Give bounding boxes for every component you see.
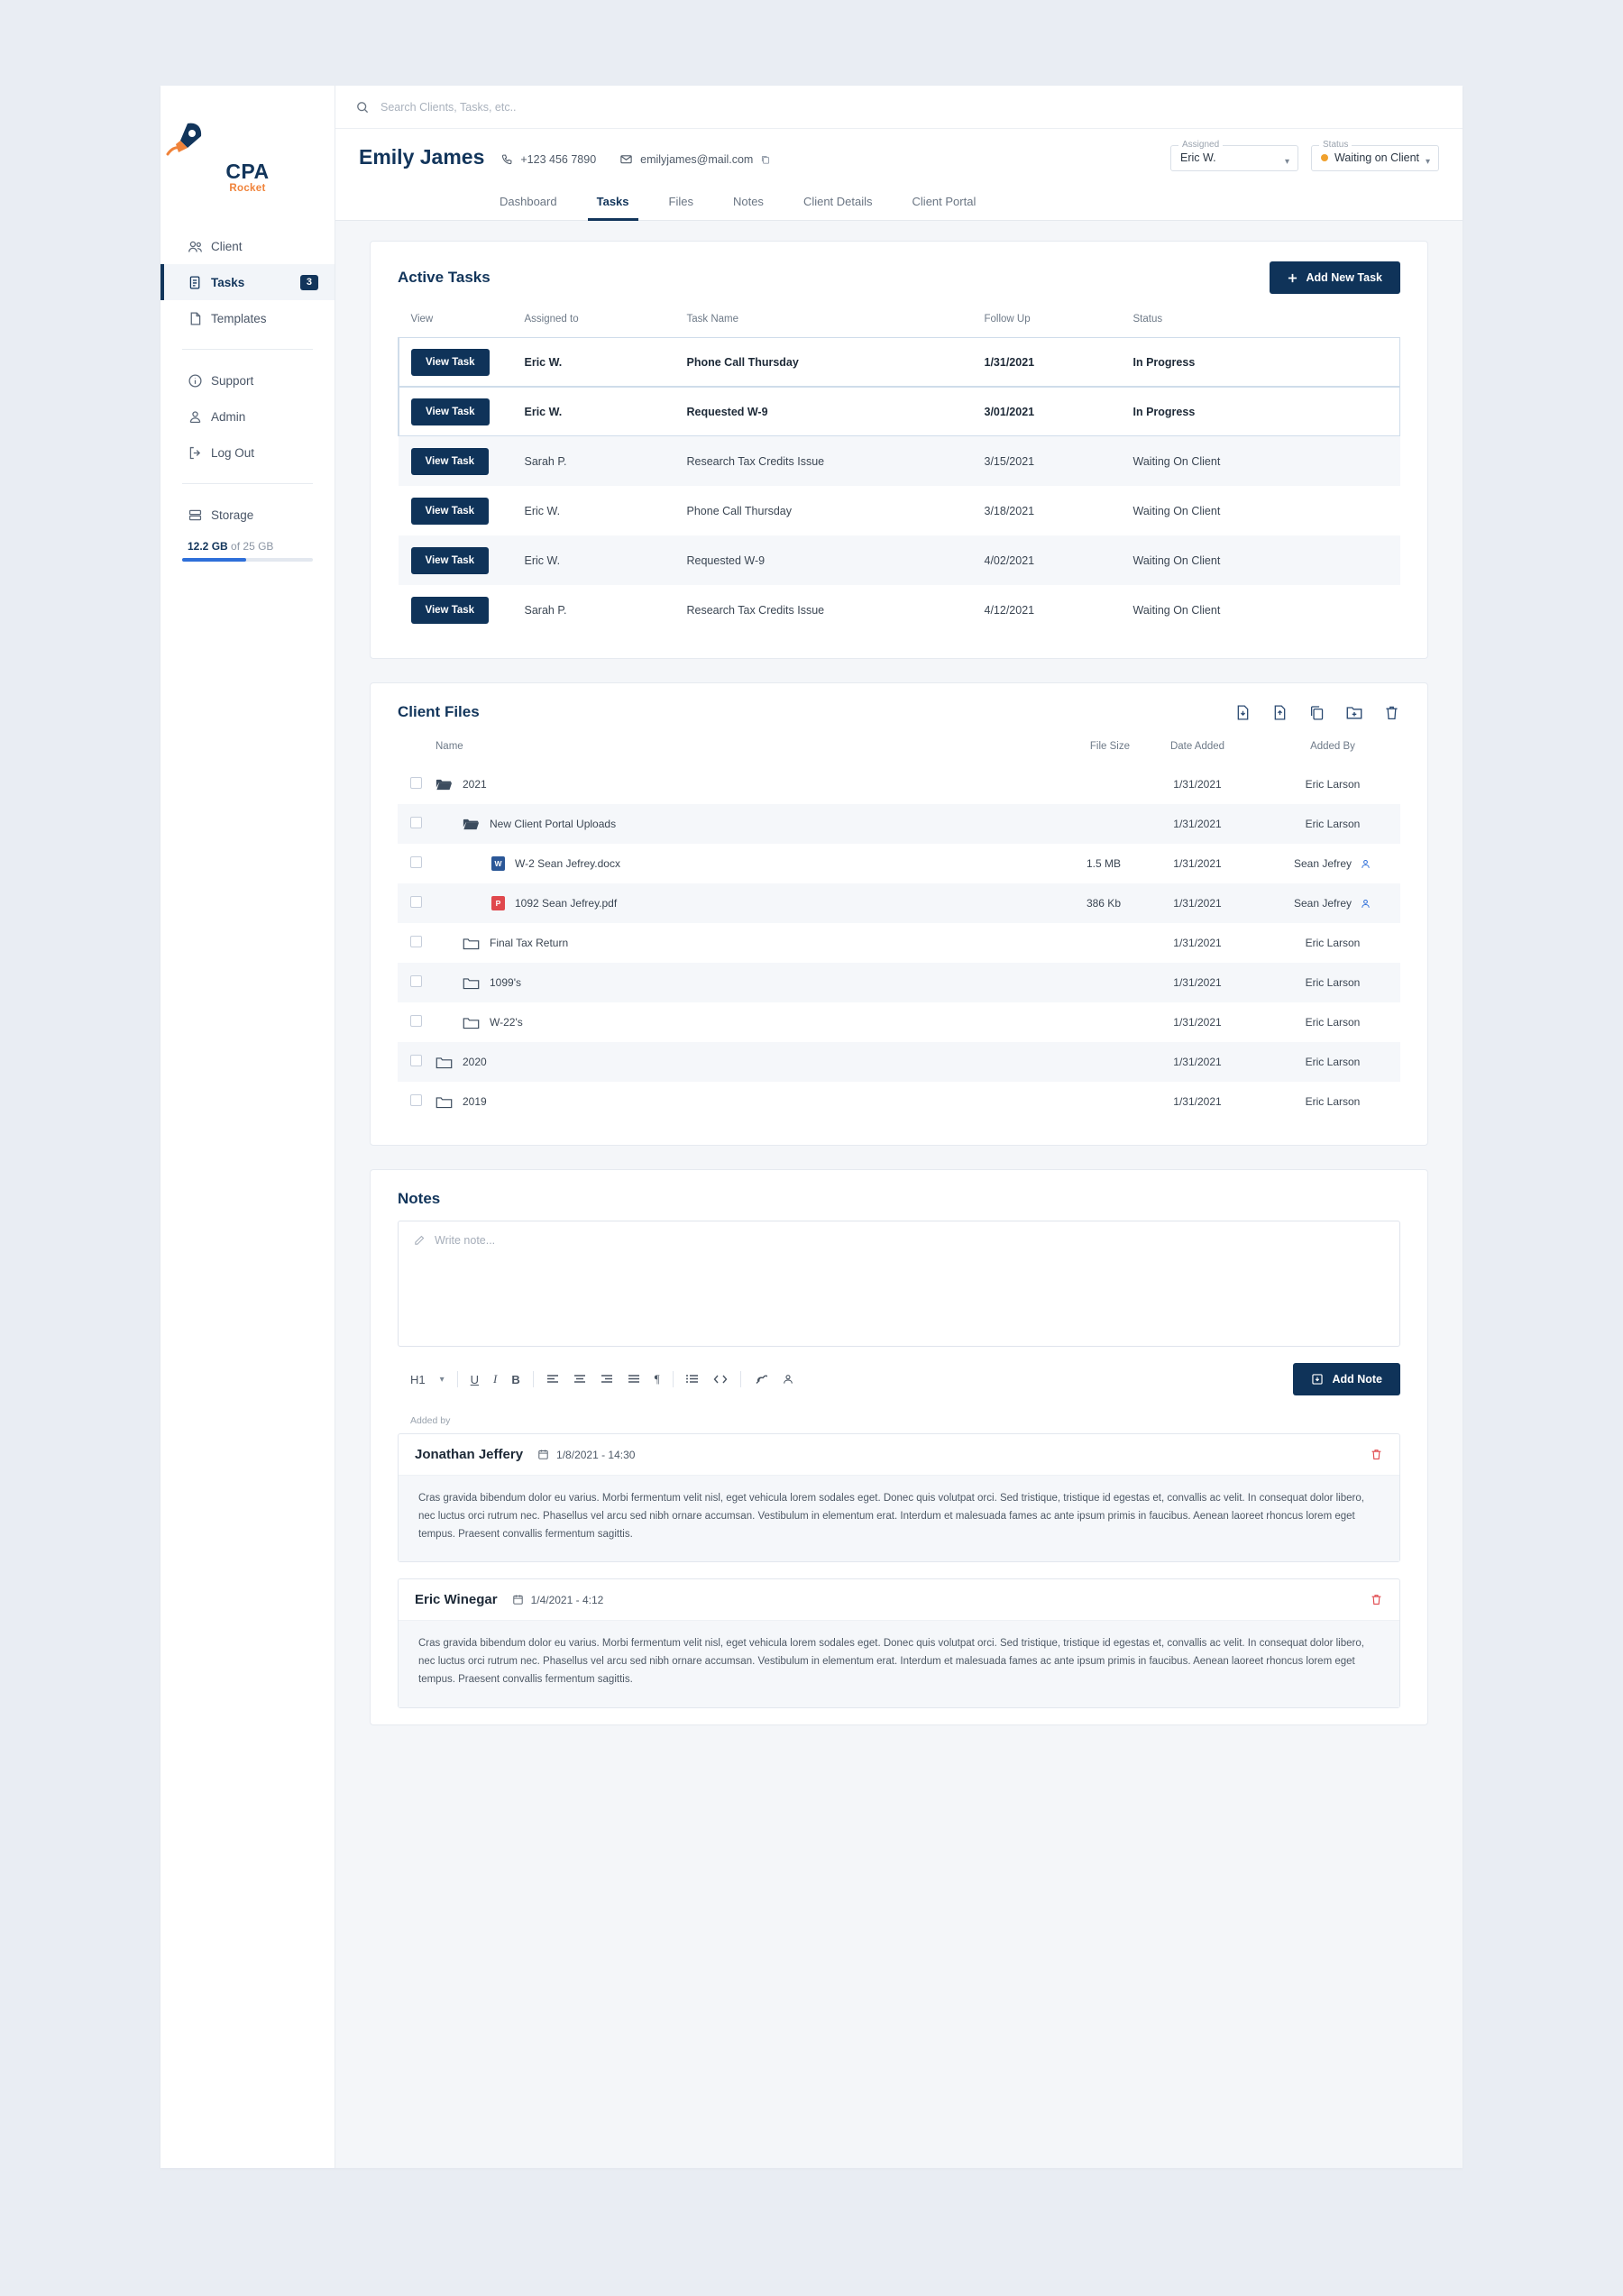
storage-total: of 25 GB <box>231 540 274 553</box>
row-checkbox[interactable] <box>410 1094 422 1106</box>
logout-icon <box>188 445 211 461</box>
task-status: Waiting On Client <box>1132 603 1221 617</box>
th-task: Task Name <box>686 314 739 325</box>
sidebar-item-client[interactable] <box>160 228 335 264</box>
file-name-cell <box>436 804 1013 844</box>
sidebar-item-label: Client <box>211 239 243 253</box>
file-size: 1.5 MB <box>1086 857 1121 870</box>
file-addedby: Eric Larson <box>1305 818 1361 830</box>
th-assigned: Assigned to <box>524 314 579 325</box>
list-group <box>674 1374 740 1385</box>
admin-icon <box>188 409 211 425</box>
logo-title: CPA <box>225 160 270 183</box>
task-assigned: Eric W. <box>524 405 563 418</box>
table-row[interactable] <box>399 436 1401 486</box>
folder-icon <box>463 937 480 950</box>
bullet-list-icon[interactable] <box>686 1374 699 1385</box>
view-task-button[interactable]: View Task <box>411 498 490 525</box>
client-contacts <box>500 152 771 166</box>
active-tasks-card <box>370 241 1428 659</box>
note-text: Cras gravida bibendum dolor eu varius. Morbi fermentum velit nisl, eget vehicula lorem sodales eget. Donec quis volutpat orci. Sed tristique, tristique id egestas et, convallis ac velit. In consequat dolor libero, nec luctus orci rutrum nec. Phasellus vel arcu sed nibh ornare accumsan. Vestibulum in elementum erat. Interdum et malesuada fames ac ante ipsum primis in faucibus. Aenean laoreet rhoncus lorem eget tempus. Praesent convallis fermentum sagittis. <box>399 1621 1399 1706</box>
th-follow: Follow Up <box>984 314 1031 325</box>
table-row[interactable] <box>398 1002 1400 1042</box>
task-name: Research Tax Credits Issue <box>686 603 825 617</box>
pencil-icon <box>413 1234 426 1333</box>
sidebar-item-support[interactable] <box>160 362 335 398</box>
file-name-cell <box>436 1002 1013 1042</box>
file-name-cell <box>436 844 1013 883</box>
file-select-cell[interactable] <box>398 804 436 844</box>
person-icon <box>1360 858 1371 870</box>
table-row[interactable] <box>399 486 1401 535</box>
bold-icon[interactable]: B <box>511 1372 520 1386</box>
heading-select[interactable] <box>398 1373 457 1386</box>
notes-header <box>371 1170 1427 1221</box>
folder-icon <box>436 778 453 791</box>
file-addedby: Eric Larson <box>1305 778 1361 791</box>
mail-icon <box>619 152 633 166</box>
plus-icon <box>1288 273 1297 283</box>
file-date: 1/31/2021 <box>1173 1056 1222 1068</box>
task-view-cell <box>399 337 525 387</box>
file-name-text: 2020 <box>463 1056 487 1068</box>
client-header <box>335 129 1463 171</box>
tab-files[interactable]: Files <box>668 195 693 208</box>
file-name-wrap <box>436 1016 1013 1029</box>
tab-client-details[interactable]: Client Details <box>802 195 873 208</box>
note-entry-header <box>399 1579 1399 1621</box>
table-row[interactable] <box>399 585 1401 635</box>
file-name-text: 1099's <box>490 976 521 989</box>
search-input[interactable] <box>381 101 759 114</box>
assigned-label: Assigned <box>1178 140 1223 150</box>
insert-group <box>741 1373 807 1386</box>
chevron-down-icon: ▾ <box>439 1374 445 1385</box>
task-view-cell <box>399 436 525 486</box>
task-status: In Progress <box>1132 405 1196 418</box>
assigned-select[interactable] <box>1170 140 1298 171</box>
table-row[interactable] <box>398 804 1400 844</box>
search-icon <box>355 100 370 114</box>
task-followup: 4/02/2021 <box>984 553 1035 567</box>
task-status: In Progress <box>1132 355 1196 369</box>
sidebar-item-label: Storage <box>211 508 254 522</box>
sidebar-item-label: Admin <box>211 409 246 424</box>
users-icon <box>188 239 211 254</box>
rocket-icon <box>160 118 335 160</box>
sidebar-item-templates[interactable] <box>160 300 335 336</box>
task-name: Requested W-9 <box>686 553 766 567</box>
table-row[interactable] <box>398 764 1400 804</box>
align-group <box>534 1372 673 1386</box>
sidebar-item-label: Tasks <box>211 275 245 289</box>
file-addedby: Eric Larson <box>1305 1056 1361 1068</box>
file-name-wrap <box>436 856 1013 871</box>
note-entry-header <box>399 1434 1399 1476</box>
file-name-wrap <box>436 976 1013 990</box>
row-checkbox[interactable] <box>410 817 422 828</box>
file-select-cell[interactable] <box>398 764 436 804</box>
notes-list <box>371 1433 1427 1708</box>
active-tasks-header <box>371 242 1427 306</box>
align-right-icon[interactable] <box>601 1374 613 1385</box>
file-date: 1/31/2021 <box>1173 1016 1222 1029</box>
file-name-cell <box>436 883 1013 923</box>
sidebar <box>160 86 335 2168</box>
file-name-wrap <box>436 1095 1013 1109</box>
file-addedby: Eric Larson <box>1305 937 1361 949</box>
task-followup: 1/31/2021 <box>984 355 1035 369</box>
status-label: Status <box>1319 140 1352 150</box>
task-assigned: Eric W. <box>524 504 561 517</box>
chevron-down-icon: ▾ <box>1425 157 1430 167</box>
chevron-down-icon: ▾ <box>1284 157 1289 167</box>
file-date: 1/31/2021 <box>1173 1095 1222 1108</box>
assigned-value: Eric W. <box>1180 151 1216 164</box>
file-size <box>1013 923 1130 963</box>
file-name-text: W-2 Sean Jefrey.docx <box>515 857 620 870</box>
note-editor[interactable] <box>398 1221 1400 1347</box>
file-select-cell[interactable] <box>398 1082 436 1121</box>
tasks-badge: 3 <box>300 275 318 290</box>
phone-icon <box>500 153 513 166</box>
task-status: Waiting On Client <box>1132 454 1221 468</box>
delete-icon[interactable] <box>1383 704 1400 721</box>
storage-icon <box>188 508 211 523</box>
view-task-button[interactable]: View Task <box>411 547 490 574</box>
header-selects <box>1158 140 1439 171</box>
file-size <box>1013 1042 1130 1082</box>
file-name-cell <box>436 923 1013 963</box>
table-row[interactable] <box>399 387 1401 436</box>
align-justify-icon[interactable] <box>628 1374 640 1385</box>
th-status: Status <box>1132 314 1163 325</box>
storage-bar-track <box>182 558 313 562</box>
heading-select-value: H1 <box>410 1372 426 1386</box>
task-status: Waiting On Client <box>1132 504 1221 517</box>
file-name-wrap <box>436 937 1013 950</box>
file-date: 1/31/2021 <box>1173 818 1222 830</box>
info-icon <box>188 373 211 389</box>
table-row[interactable] <box>399 337 1401 387</box>
file-select-cell[interactable] <box>398 923 436 963</box>
client-files-card <box>370 682 1428 1146</box>
client-phone[interactable] <box>500 153 596 166</box>
task-assigned: Sarah P. <box>524 603 567 617</box>
task-followup: 3/01/2021 <box>984 405 1035 418</box>
files-body <box>398 764 1400 1121</box>
client-files-header <box>371 683 1427 734</box>
task-assigned: Sarah P. <box>524 454 567 468</box>
status-value: Waiting on Client <box>1334 151 1420 164</box>
status-dot <box>1321 154 1328 161</box>
storage-meter <box>160 540 335 562</box>
file-name-cell <box>436 1042 1013 1082</box>
file-addedby: Sean Jefrey <box>1265 844 1400 883</box>
upload-file-icon[interactable] <box>1271 704 1288 721</box>
word-file-icon: W <box>491 856 505 871</box>
added-by-label: Added by <box>410 1415 451 1426</box>
file-select-cell[interactable] <box>398 883 436 923</box>
file-name-cell <box>436 1082 1013 1121</box>
file-select-cell[interactable] <box>398 1042 436 1082</box>
save-note-icon <box>1311 1373 1324 1386</box>
view-task-button[interactable]: View Task <box>411 597 490 624</box>
note-author: Jonathan Jeffery <box>415 1447 524 1462</box>
th-date: Date Added <box>1169 741 1225 752</box>
note-placeholder: Write note... <box>435 1234 496 1247</box>
row-checkbox[interactable] <box>410 975 422 987</box>
add-note-label: Add Note <box>1332 1373 1382 1386</box>
file-size <box>1013 804 1130 844</box>
file-date: 1/31/2021 <box>1173 976 1222 989</box>
task-view-cell <box>399 486 525 535</box>
align-center-icon[interactable] <box>573 1374 586 1385</box>
client-email[interactable] <box>619 152 771 166</box>
note-date: 1/4/2021 - 4:12 <box>512 1594 604 1606</box>
notes-title: Notes <box>398 1190 441 1207</box>
template-icon <box>188 311 211 326</box>
file-date: 1/31/2021 <box>1173 857 1222 870</box>
download-file-icon[interactable] <box>1234 704 1252 721</box>
folder-icon <box>436 1095 453 1109</box>
tab-client-portal[interactable]: Client Portal <box>912 195 977 208</box>
note-entry <box>398 1578 1400 1707</box>
task-name: Phone Call Thursday <box>686 355 799 369</box>
tasks-table-wrap <box>371 306 1427 658</box>
th-name: Name <box>436 741 463 752</box>
add-new-task-label: Add New Task <box>1306 271 1382 284</box>
task-followup: 4/12/2021 <box>984 603 1035 617</box>
note-entry <box>398 1433 1400 1562</box>
paragraph-icon[interactable]: ¶ <box>654 1372 660 1386</box>
file-size <box>1013 1002 1130 1042</box>
tab-bar <box>335 186 1463 221</box>
main-area <box>335 86 1463 2168</box>
sidebar-item-label: Log Out <box>211 445 255 460</box>
table-row[interactable] <box>398 1082 1400 1121</box>
sidebar-item-label: Support <box>211 373 254 388</box>
task-view-cell <box>399 535 525 585</box>
file-addedby: Sean Jefrey <box>1265 883 1400 923</box>
task-assigned: Eric W. <box>524 355 563 369</box>
link-icon[interactable] <box>754 1374 767 1386</box>
view-task-button[interactable]: View Task <box>411 349 490 376</box>
tasks-table <box>398 306 1400 635</box>
folder-icon <box>436 1056 453 1069</box>
search-bar <box>335 86 1463 129</box>
note-author: Eric Winegar <box>415 1592 498 1608</box>
client-files-title: Client Files <box>398 703 480 720</box>
storage-used: 12.2 GB <box>188 540 228 553</box>
table-row[interactable] <box>398 1042 1400 1082</box>
table-row[interactable] <box>398 923 1400 963</box>
calendar-icon <box>512 1594 524 1605</box>
table-row[interactable] <box>398 844 1400 883</box>
th-addedby: Added By <box>1310 741 1355 752</box>
sidebar-item-admin[interactable] <box>160 398 335 435</box>
file-name-text: W-22's <box>490 1016 523 1029</box>
task-name: Phone Call Thursday <box>686 504 793 517</box>
task-name: Research Tax Credits Issue <box>686 454 825 468</box>
task-followup: 3/15/2021 <box>984 454 1035 468</box>
tab-notes[interactable]: Notes <box>732 195 764 208</box>
tasks-header-row <box>399 306 1401 337</box>
file-name-text: 1092 Sean Jefrey.pdf <box>515 897 618 910</box>
logo <box>160 86 335 221</box>
note-date: 1/8/2021 - 14:30 <box>537 1449 635 1461</box>
folder-icon <box>463 818 480 831</box>
client-email-text: emilyjames@mail.com <box>640 152 754 166</box>
file-name-wrap <box>436 778 1013 791</box>
sidebar-divider-1 <box>182 349 313 350</box>
code-icon[interactable] <box>713 1374 728 1385</box>
file-name-text: 2019 <box>463 1095 487 1108</box>
notes-card <box>370 1169 1428 1725</box>
tasks-icon <box>188 275 211 290</box>
file-size <box>1013 764 1130 804</box>
copy-icon[interactable] <box>760 154 771 165</box>
th-select <box>398 734 436 764</box>
calendar-icon <box>537 1449 549 1460</box>
note-text: Cras gravida bibendum dolor eu varius. Morbi fermentum velit nisl, eget vehicula lorem sodales eget. Donec quis volutpat orci. Sed tristique, tristique id egestas et, convallis ac velit. In consequat dolor libero, nec luctus orci rutrum nec. Phasellus vel arcu sed nibh ornare accumsan. Vestibulum in elementum erat. Interdum et malesuada fames ac ante ipsum primis in faucibus. Aenean laoreet rhoncus lorem eget tempus. Praesent convallis fermentum sagittis. <box>399 1476 1399 1561</box>
file-size <box>1013 1082 1130 1121</box>
sidebar-item-logout[interactable] <box>160 435 335 471</box>
file-date: 1/31/2021 <box>1173 897 1222 910</box>
sidebar-item-tasks[interactable] <box>160 264 335 300</box>
delete-note-icon[interactable] <box>1370 1593 1383 1606</box>
italic-icon[interactable]: I <box>493 1372 498 1386</box>
client-phone-text: +123 456 7890 <box>520 152 597 166</box>
sidebar-item-label: Templates <box>211 311 267 325</box>
file-addedby: Eric Larson <box>1305 1095 1361 1108</box>
task-view-cell <box>399 585 525 635</box>
client-files-tools <box>1234 703 1400 721</box>
status-value-wrap <box>1321 151 1429 164</box>
page-title: Emily James <box>359 145 485 169</box>
table-row[interactable] <box>398 963 1400 1002</box>
files-header-row <box>398 734 1400 764</box>
row-checkbox[interactable] <box>410 936 422 947</box>
add-note-button[interactable] <box>1293 1363 1400 1395</box>
task-followup: 3/18/2021 <box>984 504 1035 517</box>
file-size: 386 Kb <box>1086 897 1121 910</box>
status-select[interactable] <box>1311 140 1439 171</box>
row-checkbox[interactable] <box>410 1015 422 1027</box>
add-new-task-button[interactable] <box>1270 261 1400 294</box>
tab-dashboard[interactable]: Dashboard <box>500 195 557 208</box>
row-checkbox[interactable] <box>410 856 422 868</box>
underline-icon[interactable]: U <box>470 1372 480 1386</box>
file-name-wrap <box>436 1056 1013 1069</box>
row-checkbox[interactable] <box>410 896 422 908</box>
view-task-button[interactable]: View Task <box>411 448 490 475</box>
table-row[interactable] <box>399 535 1401 585</box>
sidebar-item-storage[interactable] <box>160 497 335 533</box>
row-checkbox[interactable] <box>410 777 422 789</box>
file-size <box>1013 963 1130 1002</box>
file-name-text: New Client Portal Uploads <box>490 818 617 830</box>
files-table-wrap <box>371 734 1427 1145</box>
files-table <box>398 734 1400 1121</box>
folder-icon <box>463 976 480 990</box>
note-toolbar <box>398 1363 1400 1395</box>
task-status: Waiting On Client <box>1132 553 1221 567</box>
task-assigned: Eric W. <box>524 553 561 567</box>
file-date: 1/31/2021 <box>1173 778 1222 791</box>
folder-icon <box>463 1016 480 1029</box>
row-checkbox[interactable] <box>410 1055 422 1066</box>
th-size: File Size <box>1089 741 1130 752</box>
text-style-group <box>458 1372 533 1386</box>
file-name-wrap <box>436 818 1013 831</box>
sidebar-divider-2 <box>182 483 313 484</box>
storage-bar-fill <box>182 558 246 562</box>
file-name-text: 2021 <box>463 778 487 791</box>
active-tasks-title: Active Tasks <box>398 269 491 286</box>
file-name-cell <box>436 764 1013 804</box>
delete-note-icon[interactable] <box>1370 1448 1383 1461</box>
task-view-cell <box>399 387 525 436</box>
person-icon <box>1360 898 1371 910</box>
pdf-file-icon: P <box>491 896 505 910</box>
app-window <box>160 86 1463 2168</box>
view-task-button[interactable]: View Task <box>411 398 490 425</box>
tasks-body <box>399 337 1401 635</box>
tab-tasks[interactable]: Tasks <box>577 186 649 220</box>
file-select-cell[interactable] <box>398 844 436 883</box>
file-select-cell[interactable] <box>398 963 436 1002</box>
file-date: 1/31/2021 <box>1173 937 1222 949</box>
file-addedby: Eric Larson <box>1305 976 1361 989</box>
file-name-wrap <box>436 896 1013 910</box>
task-name: Requested W-9 <box>686 405 768 418</box>
copy-icon[interactable] <box>1308 704 1325 721</box>
logo-subtitle: Rocket <box>229 183 266 194</box>
file-select-cell[interactable] <box>398 1002 436 1042</box>
sidebar-nav <box>160 228 335 562</box>
file-name-cell <box>436 963 1013 1002</box>
new-folder-icon[interactable] <box>1345 703 1363 721</box>
file-addedby: Eric Larson <box>1305 1016 1361 1029</box>
table-row[interactable] <box>398 883 1400 923</box>
mention-icon[interactable] <box>782 1373 794 1386</box>
file-name-text: Final Tax Return <box>490 937 569 949</box>
th-view: View <box>410 314 434 325</box>
content-scroll <box>335 221 1463 2168</box>
align-left-icon[interactable] <box>546 1374 559 1385</box>
